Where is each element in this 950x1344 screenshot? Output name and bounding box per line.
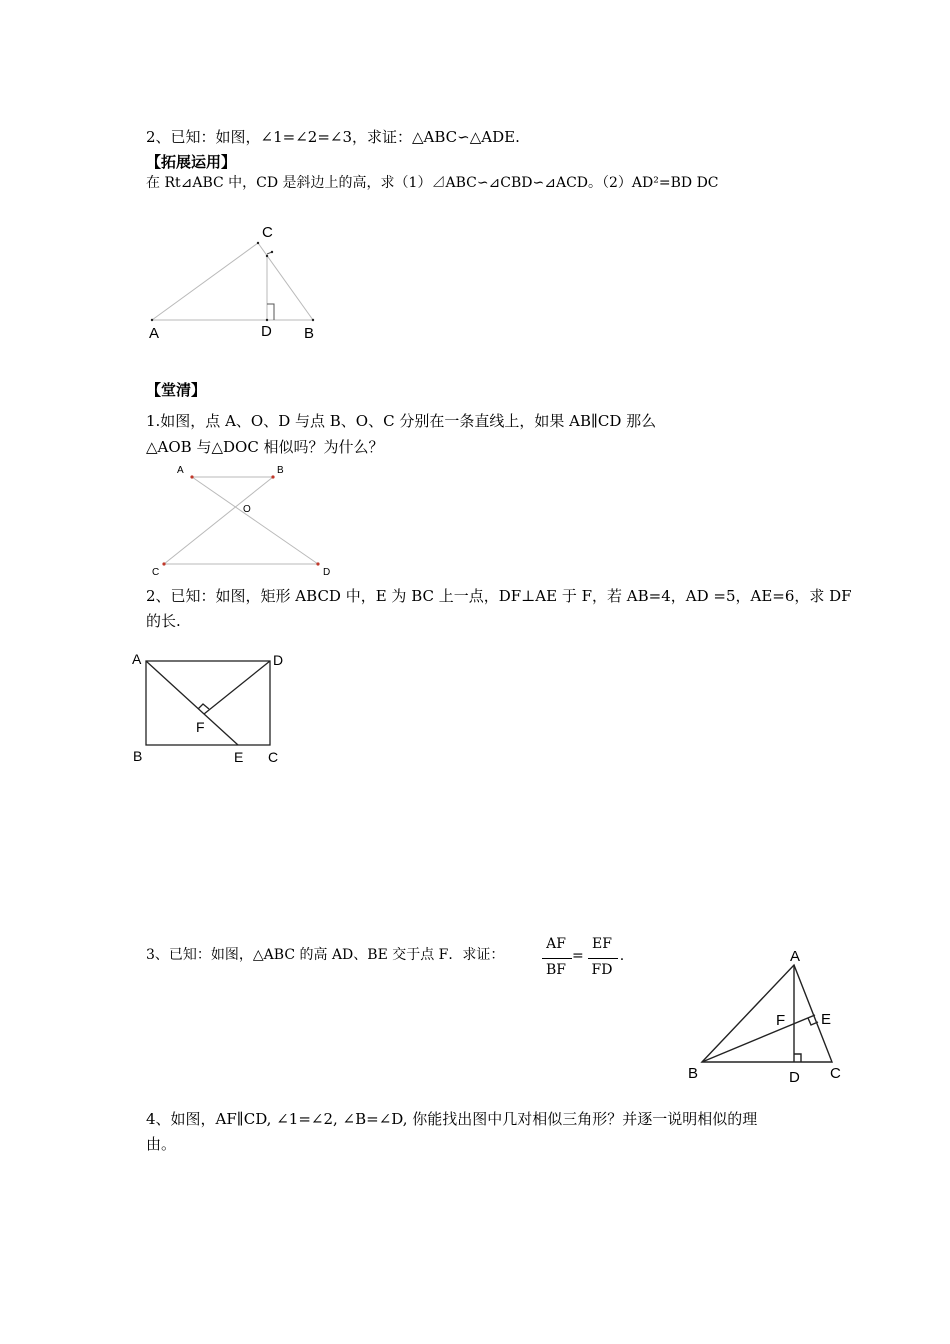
clear-q3-text: 3、已知：如图，△ABC 的高 AD、BE 交于点 F．求证： bbox=[146, 947, 505, 963]
clear-q4-line1: 4、如图，AF∥CD, ∠1=∠2, ∠B=∠D, 你能找出图中几对相似三角形？并逐一说明相似的理 bbox=[146, 1110, 758, 1128]
frac-end: . bbox=[619, 948, 625, 964]
crossing-lines-figure bbox=[145, 458, 345, 580]
clear-q2-line1: 2、已知：如图，矩形 ABCD 中，E 为 BC 上一点，DF⊥AE 于 F，若 AB=4，AD =5，AE=6，求 DF bbox=[146, 587, 852, 605]
label-b: B bbox=[304, 325, 315, 342]
label-b: B bbox=[133, 748, 143, 764]
altitude-triangle-figure bbox=[680, 940, 850, 1090]
clear-q1-line2: △AOB 与△DOC 相似吗？为什么？ bbox=[146, 438, 384, 456]
label-d: D bbox=[273, 652, 284, 668]
frac-equals: = bbox=[572, 948, 584, 964]
label-d: D bbox=[261, 323, 272, 340]
frac-num-1: AF bbox=[546, 936, 566, 952]
clear-q1-line1: 1.如图，点 A、O、D 与点 B、O、C 分别在一条直线上，如果 AB∥CD 那么 bbox=[146, 412, 657, 430]
frac-bar-2 bbox=[588, 958, 618, 959]
label-e: E bbox=[821, 1011, 832, 1028]
label-a: A bbox=[790, 948, 801, 965]
label-d: D bbox=[323, 567, 331, 578]
clear-q2-line2: 的长. bbox=[146, 612, 181, 630]
label-o: O bbox=[243, 504, 251, 515]
rectangle-figure bbox=[128, 648, 288, 773]
label-c: C bbox=[268, 749, 279, 765]
frac-den-2: FD bbox=[591, 962, 613, 978]
label-f: F bbox=[776, 1012, 786, 1029]
label-c: C bbox=[152, 567, 160, 578]
label-b: B bbox=[688, 1065, 699, 1082]
clear-q4-line2: 由。 bbox=[146, 1135, 177, 1153]
label-a: A bbox=[132, 651, 142, 667]
clear-heading: 【堂清】 bbox=[146, 381, 207, 399]
label-e: E bbox=[234, 749, 244, 765]
label-c: C bbox=[262, 224, 273, 241]
label-a: A bbox=[177, 465, 184, 476]
extension-heading: 【拓展运用】 bbox=[146, 153, 237, 171]
label-b: B bbox=[277, 465, 284, 476]
label-d: D bbox=[789, 1069, 800, 1086]
frac-num-2: EF bbox=[592, 936, 612, 952]
frac-den-1: BF bbox=[545, 962, 566, 978]
label-c: C bbox=[830, 1065, 841, 1082]
label-a: A bbox=[149, 325, 160, 342]
frac-bar-1 bbox=[542, 958, 572, 959]
q2-text: 2、已知：如图，∠1=∠2=∠3，求证：△ABC∽△ADE. bbox=[146, 128, 520, 146]
right-triangle-figure bbox=[140, 218, 340, 348]
extension-text: 在 Rt⊿ABC 中，CD 是斜边上的高，求（1）⊿ABC∽⊿CBD∽⊿ACD。（2）AD²=BD DC bbox=[146, 175, 719, 191]
label-f: F bbox=[196, 719, 205, 735]
